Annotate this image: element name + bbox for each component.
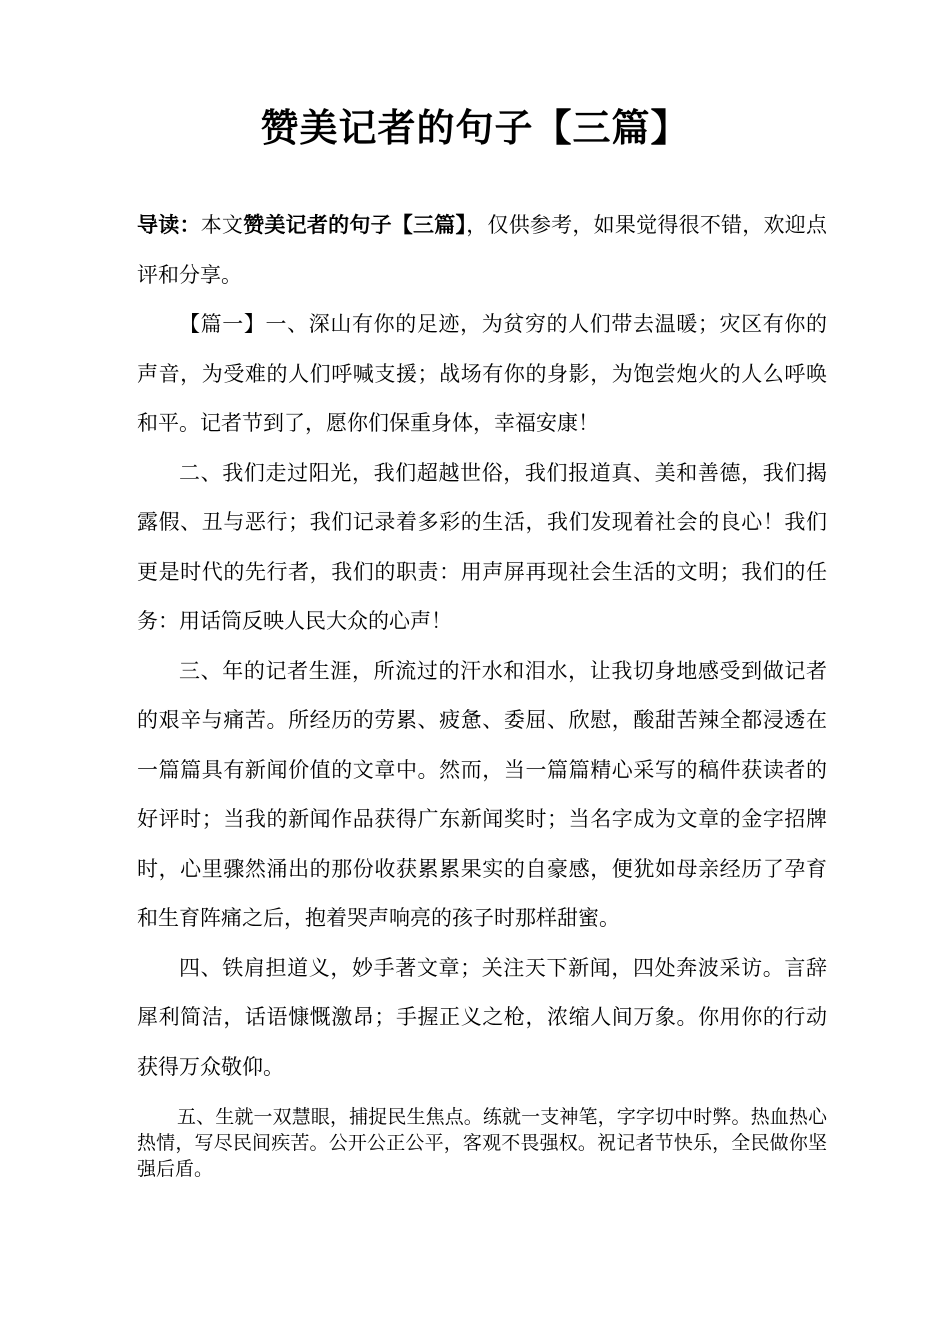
intro-text-before: 本文: [200, 213, 244, 237]
paragraph-5: 五、生就一双慧眼，捕捉民生焦点。练就一支神笔，字字切中时弊。热血热心热情，写尽民间疾苦。公开公正公平，客观不畏强权。祝记者节快乐，全民做你坚强后盾。: [137, 1106, 827, 1180]
intro-highlight: 赞美记者的句子【三篇】: [243, 213, 467, 237]
document-title: 赞美记者的句子【三篇】: [260, 106, 690, 150]
paragraph-3: 三、年的记者生涯，所流过的汗水和泪水，让我切身地感受到做记者的艰辛与痛苦。所经历的劳累、疲惫、委屈、欣慰，酸甜苦辣全都浸透在一篇篇具有新闻价值的文章中。然而，当一篇篇精心采写的稿件获读者的好评时；当我的新闻作品获得广东新闻奖时；当名字成为文章的金字招牌时，心里骤然涌出的那份收获累累果实的自豪感，便犹如母亲经历了孕育和生育阵痛之后，抱着哭声响亮的孩子时那样甜蜜。: [137, 658, 827, 930]
intro-text-after: ，仅供参考，如果觉得很不错，欢迎点评和分享。: [137, 213, 827, 287]
paragraph-1: 【篇一】一、深山有你的足迹，为贫穷的人们带去温暖；灾区有你的声音，为受难的人们呼喊支援；战场有你的身影，为饱尝炮火的人么呼唤和平。记者节到了，愿你们保重身体，幸福安康！: [137, 312, 827, 435]
paragraph-2: 二、我们走过阳光，我们超越世俗，我们报道真、美和善德，我们揭露假、丑与恶行；我们记录着多彩的生活，我们发现着社会的良心！我们更是时代的先行者，我们的职责：用声屏再现社会生活的文明；我们的任务：用话筒反映人民大众的心声！: [137, 460, 827, 633]
document-body: [137, 201, 827, 1092]
paragraph-4: 四、铁肩担道义，妙手著文章；关注天下新闻，四处奔波采访。言辞犀利简洁，话语慷慨激昂；手握正义之枪，浓缩人间万象。你用你的行动获得万众敬仰。: [137, 955, 827, 1079]
intro-label: 导读：: [137, 213, 201, 237]
intro-paragraph: [137, 201, 827, 300]
